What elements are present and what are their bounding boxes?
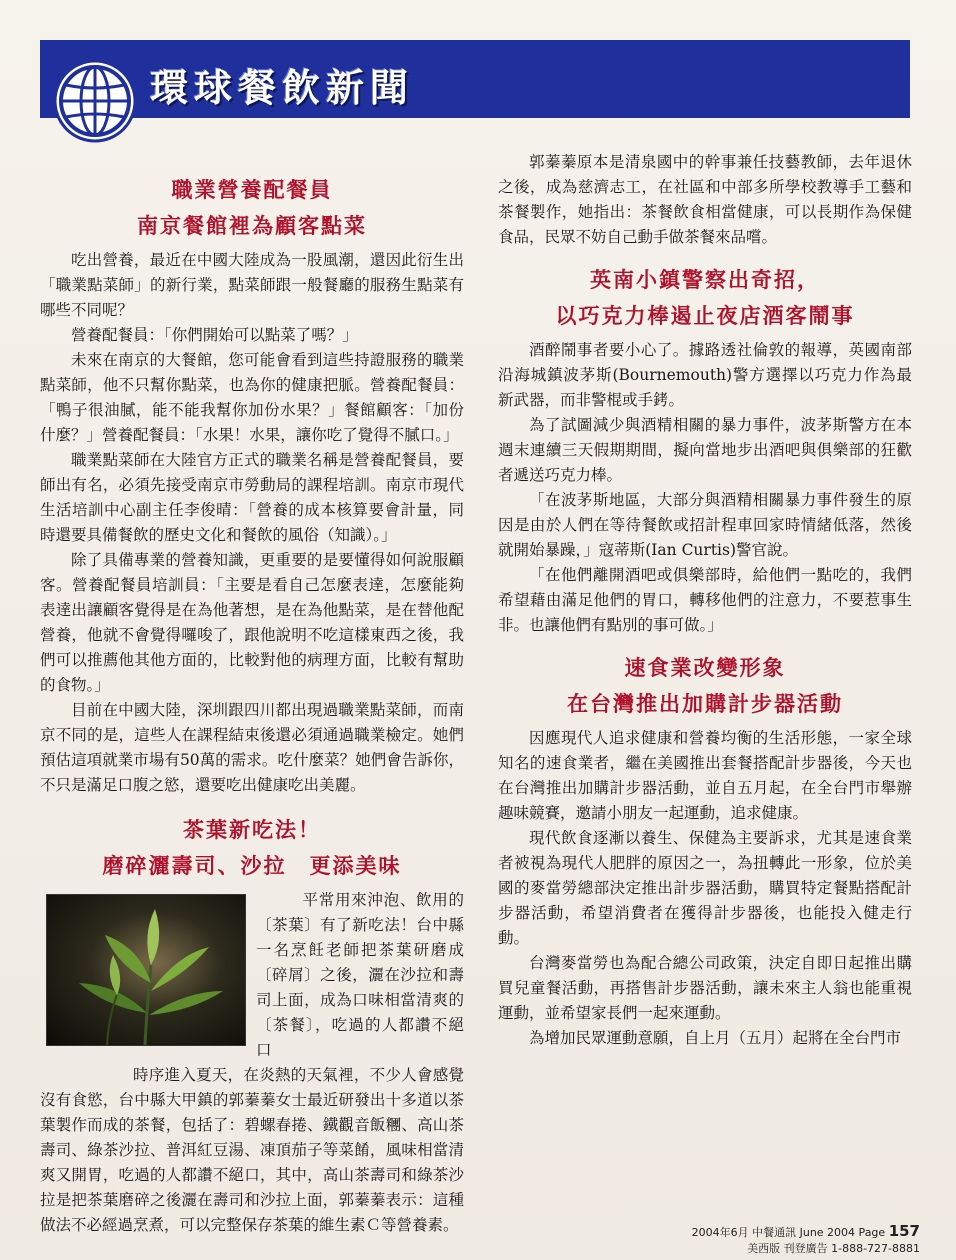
article1-paragraph: 除了具備專業的營養知識，更重要的是要懂得如何說服顧客。營養配餐員培訓員：「主要是看自己怎麼表達，怎麼能夠表達出讓顧客覺得是在為他著想，是在為他點菜，是在替他配營養，他就不會覺得囉唆了，跟他說明不吃這樣東西之後，我們可以推薦他其他方面的，比較對他的病理方面，比較有幫助的食物。」: [40, 551, 464, 694]
article4-paragraph: 台灣麥當勞也為配合總公司政策，決定自即日起推出購買兒童餐活動，再搭售計步器活動，讓未來主人翁也能重視運動，並希望家長們一起來運動。: [498, 954, 912, 1022]
article1-paragraph: 營養配餐員：「你們開始可以點菜了嗎？」: [71, 326, 358, 344]
article4-paragraph: 因應現代人追求健康和營養均衡的生活形態，一家全球知名的速食業者，繼在美國推出套餐搭配計步器後，今天也在台灣推出加購計步器活動，並自五月起，在全台門市舉辦趣味競賽，邀請小朋友一起運動，追求健康。: [498, 729, 912, 822]
article4-headline-line2: 在台灣推出加購計步器活動: [567, 692, 843, 716]
article4-paragraph: 為增加民眾運動意願，自上月（五月）起將在全台門市: [529, 1029, 902, 1047]
article1-paragraph: 職業點菜師在大陸官方正式的職業名稱是營養配餐員，要師出有名，必須先接受南京市勞動局的課程培訓。南京市現代生活培訓中心副主任李俊晴：「營養的成本核算要會計量，同時還要具備餐飲的歷史文化和餐飲的風俗（知識）。」: [40, 451, 464, 544]
article1-headline-line1: 職業營養配餐員: [171, 178, 333, 202]
article2-headline-line1: 茶葉新吃法！: [183, 818, 321, 842]
article2-paragraph: 郭蓁蓁原本是清泉國中的幹事兼任技藝教師，去年退休之後，成為慈濟志工，在社區和中部多所學校教導手工藝和茶餐製作，她指出：茶餐飲食相當健康，可以長期作為保健食品，民眾不妨自己動手做茶餐來品嚐。: [498, 153, 912, 246]
article3-paragraph: 為了試圖減少與酒精相關的暴力事件，波茅斯警方在本週末連續三天假期期間，擬向當地步出酒吧與俱樂部的狂歡者遞送巧克力棒。: [498, 416, 912, 484]
article4-paragraph: 現代飲食逐漸以養生、保健為主要訴求，尤其是速食業者被視為現代人肥胖的原因之一，為扭轉此一形象，位於美國的麥當勞總部決定推出計步器活動，購買特定餐點搭配計步器活動，希望消費者在獲得計步器後，也能投入健走行動。: [498, 829, 912, 947]
page-footer: [600, 1223, 920, 1257]
article3-headline-line2: 以巧克力棒遏止夜店酒客鬧事: [555, 304, 855, 328]
article1-paragraph: 未來在南京的大餐館，您可能會看到這些持證服務的職業點菜師，他不只幫你點菜，也為你的健康把脈。營養配餐員：「鴨子很油膩，能不能我幫你加份水果？」餐館顧客：「加份什麼？」營養配餐員：「水果！水果，讓你吃了覺得不膩口。」: [40, 351, 464, 444]
article3-paragraph: 「在他們離開酒吧或俱樂部時，給他們一點吃的，我們希望藉由滿足他們的胃口，轉移他們的注意力，不要惹事生非。也讓他們有點別的事可做。」: [498, 566, 912, 634]
page-number: 157: [888, 1222, 920, 1240]
globe-icon: [52, 58, 138, 144]
article4-headline-line1: 速食業改變形象: [624, 656, 786, 680]
article3-paragraph: 「在波茅斯地區，大部分與酒精相關暴力事件發生的原因是由於人們在等待餐飲或招計程車回家時情緒低落，然後就開始暴躁，」寇蒂斯(Ian Curtis)警官說。: [498, 491, 912, 559]
article1-headline-line2: 南京餐館裡為顧客點菜: [137, 214, 367, 238]
footer-line-issue: [600, 1223, 920, 1241]
article3-headline-line1: 英南小鎮警察出奇招，: [590, 268, 820, 292]
footer-issue-text: 2004年6月 中餐通訊 June 2004 Page: [691, 1226, 886, 1239]
right-column: [498, 150, 912, 1051]
article3-paragraph: 酒醉鬧事者要小心了。據路透社倫敦的報導，英國南部沿海城鎮波茅斯(Bournemouth)警方選擇以巧克力作為最新武器，而非警棍或手銬。: [498, 341, 912, 409]
article1-paragraph: 目前在中國大陸，深圳跟四川都出現過職業點菜師，而南京不同的是，這些人在課程結束後還必須通過職業檢定。她們預估這項就業市場有50萬的需求。吃什麼菜？她們會告訴你，不只是滿足口腹之慾，還要吃出健康吃出美麗。: [40, 701, 464, 794]
tea-leaf-photo: [46, 894, 246, 1046]
footer-line-advert: 美西版 刊登廣告 1-888-727-8881: [747, 1242, 920, 1255]
article1-paragraph: 吃出營養，最近在中國大陸成為一股風潮，還因此衍生出「職業點菜師」的新行業，點菜師跟一般餐廳的服務生點菜有哪些不同呢？: [40, 251, 464, 319]
article2-paragraph: 平常用來沖泡、飲用的〔茶葉〕有了新吃法！台中縣一名烹飪老師把茶葉研磨成〔碎屑〕之後，灑在沙拉和壽司上面，成為口味相當清爽的〔茶餐〕，吃過的人都讚不絕口: [256, 891, 464, 1059]
left-column: [40, 168, 464, 1238]
article2-headline-line2: 磨碎灑壽司、沙拉 更添美味: [102, 854, 402, 878]
section-title: 環球餐飲新聞: [150, 66, 415, 110]
article2-paragraph: 時序進入夏天，在炎熱的天氣裡，不少人會感覺沒有食慾，台中縣大甲鎮的郭蓁蓁女士最近研發出十多道以茶葉製作而成的茶餐，包括了：碧螺春捲、鐵觀音飯糰、高山茶壽司、綠茶沙拉、普洱紅豆湯、凍頂茄子等菜餚，風味相當清爽又開胃，吃過的人都讚不絕口，其中，高山茶壽司和綠茶沙拉是把茶葉磨碎之後灑在壽司和沙拉上面，郭蓁蓁表示：這種做法不必經過烹煮，可以完整保存茶葉的維生素Ｃ等營養素。: [40, 1066, 464, 1234]
article2-body: [40, 888, 464, 1238]
